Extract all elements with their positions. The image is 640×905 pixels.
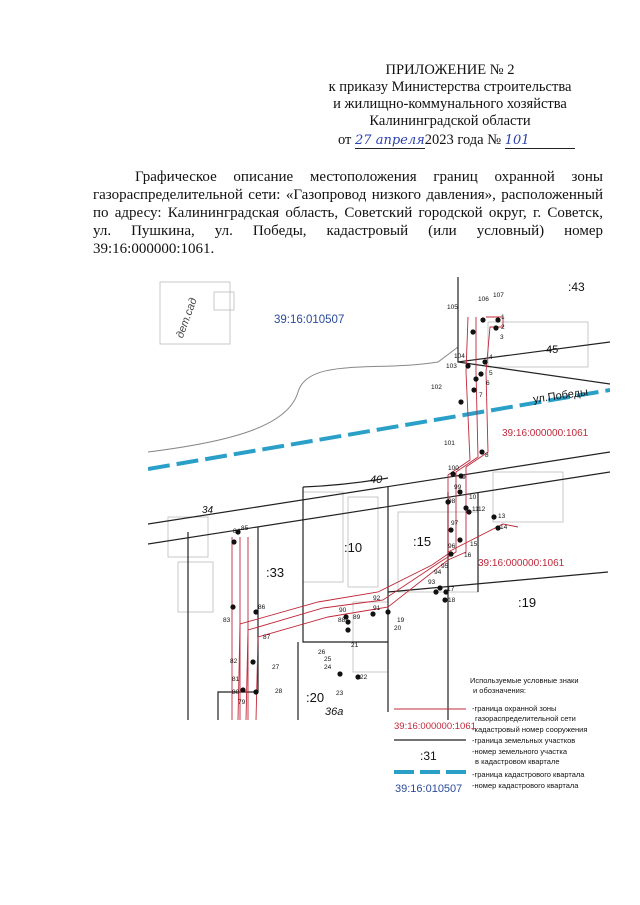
parcel-label: :20 [306, 690, 325, 705]
point-label: 88 [338, 617, 346, 624]
point-label: 105 [447, 304, 458, 311]
point-label: 102 [431, 384, 442, 391]
point-label: 16 [464, 552, 472, 559]
point-label: 7 [479, 392, 483, 399]
point-label: 11 [472, 506, 479, 513]
handwritten-number: 101 [505, 133, 575, 149]
point-label: 91 [373, 605, 381, 612]
point-label: 27 [272, 664, 280, 671]
legend-title: Используемые условные знаки и обозначения: [470, 676, 579, 695]
date-year: 2023 года № [424, 132, 502, 148]
legend-sample-parcel: :31 [420, 749, 437, 763]
point-label: 28 [275, 688, 283, 695]
legend-item-quarter-boundary: -граница кадастрового квартала [472, 770, 585, 779]
point-label: 1 [501, 314, 505, 321]
point-label: 19 [397, 617, 405, 624]
parcel-label: :43 [568, 280, 585, 294]
point-label: 4 [489, 354, 493, 361]
point-label: 96 [448, 543, 456, 550]
point-label: 89 [353, 614, 361, 621]
appendix-header [300, 62, 600, 130]
point-label: 6 [486, 380, 490, 387]
parcel-label: 34 [202, 505, 214, 516]
point-label: 23 [336, 690, 344, 697]
point-label: 26 [318, 649, 326, 656]
legend-sample-quarter: 39:16:010507 [395, 783, 463, 795]
point-label: 104 [454, 353, 465, 360]
parcel-label: :33 [266, 565, 285, 580]
point-label: 80 [232, 689, 240, 696]
map-drawing [148, 262, 610, 720]
order-line-3: Калининградской области [369, 113, 531, 129]
legend-sample-structure: 39:16:000000:1061 [394, 721, 476, 732]
appendix-title: ПРИЛОЖЕНИЕ № 2 [385, 62, 515, 78]
point-label: 12 [478, 506, 486, 513]
handwritten-date: 27 апреля [355, 133, 425, 148]
point-label: 24 [324, 664, 332, 671]
structure-number-label: 39:16:000000:1061 [502, 428, 589, 439]
point-label: 98 [448, 498, 456, 505]
order-date-line [338, 132, 575, 149]
point-label: 103 [446, 363, 457, 370]
point-label: 13 [498, 513, 506, 520]
point-label: 83 [223, 617, 231, 624]
point-label: 15 [470, 541, 478, 548]
point-label: 8 [485, 452, 489, 459]
point-label: 94 [434, 569, 442, 576]
point-label: 21 [351, 642, 359, 649]
point-label: 92 [373, 595, 381, 602]
point-label: 81 [232, 676, 240, 683]
point-label: 14 [500, 524, 508, 531]
point-label: 2 [501, 324, 505, 331]
street-label: ул.Победы [532, 386, 589, 406]
quarter-number-label: 39:16:010507 [274, 314, 345, 326]
building-label: дет.сад [174, 296, 200, 340]
point-label: 84 [233, 528, 241, 535]
point-label: 17 [447, 586, 455, 593]
description-paragraph [93, 168, 603, 258]
point-label: 100 [448, 465, 459, 472]
point-label: 107 [493, 292, 504, 299]
legend-item-zone: -граница охранной зоны газораспределительной сети [472, 704, 576, 723]
parcel-label: 36а [325, 706, 344, 718]
structure-number-label-2: 39:16:000000:1061 [478, 558, 565, 569]
point-label: 82 [230, 658, 238, 665]
date-prefix: от [338, 132, 352, 148]
legend-item-quarter-number: -номер кадастрового квартала [472, 781, 579, 790]
cadastral-map [148, 262, 610, 720]
point-label: 9 [462, 474, 466, 481]
description-text: Графическое описание местоположения границ охранной зоны газораспределительной сети: «Газопровод низкого давления», расположенный по адресу: Калининградская область, Советский городской округ, г. Советск, ул. Пушкина, ул. Победы, кадастровый (или условный) номер 39:16:000000:1061. [93, 169, 603, 257]
point-label: 99 [454, 484, 462, 491]
point-label: 93 [428, 579, 436, 586]
point-label: 3 [500, 334, 504, 341]
point-label: 22 [360, 674, 368, 681]
point-label: 18 [448, 597, 456, 604]
parcel-label: :15 [413, 534, 432, 549]
legend-item-parcels: -граница земельных участков [472, 736, 576, 745]
point-label: 79 [238, 699, 246, 706]
point-label: 10 [469, 494, 477, 501]
point-label: 95 [441, 563, 449, 570]
point-label: 101 [444, 440, 455, 447]
legend-symbols [390, 705, 470, 785]
parcel-label: :19 [518, 595, 537, 610]
order-line-1: к приказу Министерства строительства [328, 79, 572, 95]
point-label: 25 [324, 656, 332, 663]
parcel-label: 45 [546, 344, 559, 356]
parcel-label: 40 [370, 474, 383, 486]
legend-item-parcel-number: -номер земельного участка в кадастровом квартале [472, 747, 568, 766]
order-line-2: и жилищно-коммунального хозяйства [333, 96, 567, 112]
point-label: 106 [478, 296, 489, 303]
point-label: 20 [394, 625, 402, 632]
point-label: 86 [258, 604, 266, 611]
point-label: 97 [451, 520, 459, 527]
parcel-label: :10 [344, 540, 363, 555]
point-label: 90 [339, 607, 347, 614]
point-label: 87 [263, 634, 271, 641]
point-label: 85 [241, 525, 249, 532]
point-label: 5 [489, 370, 493, 377]
legend-item-structure: -кадастровый номер сооружения [472, 725, 588, 734]
